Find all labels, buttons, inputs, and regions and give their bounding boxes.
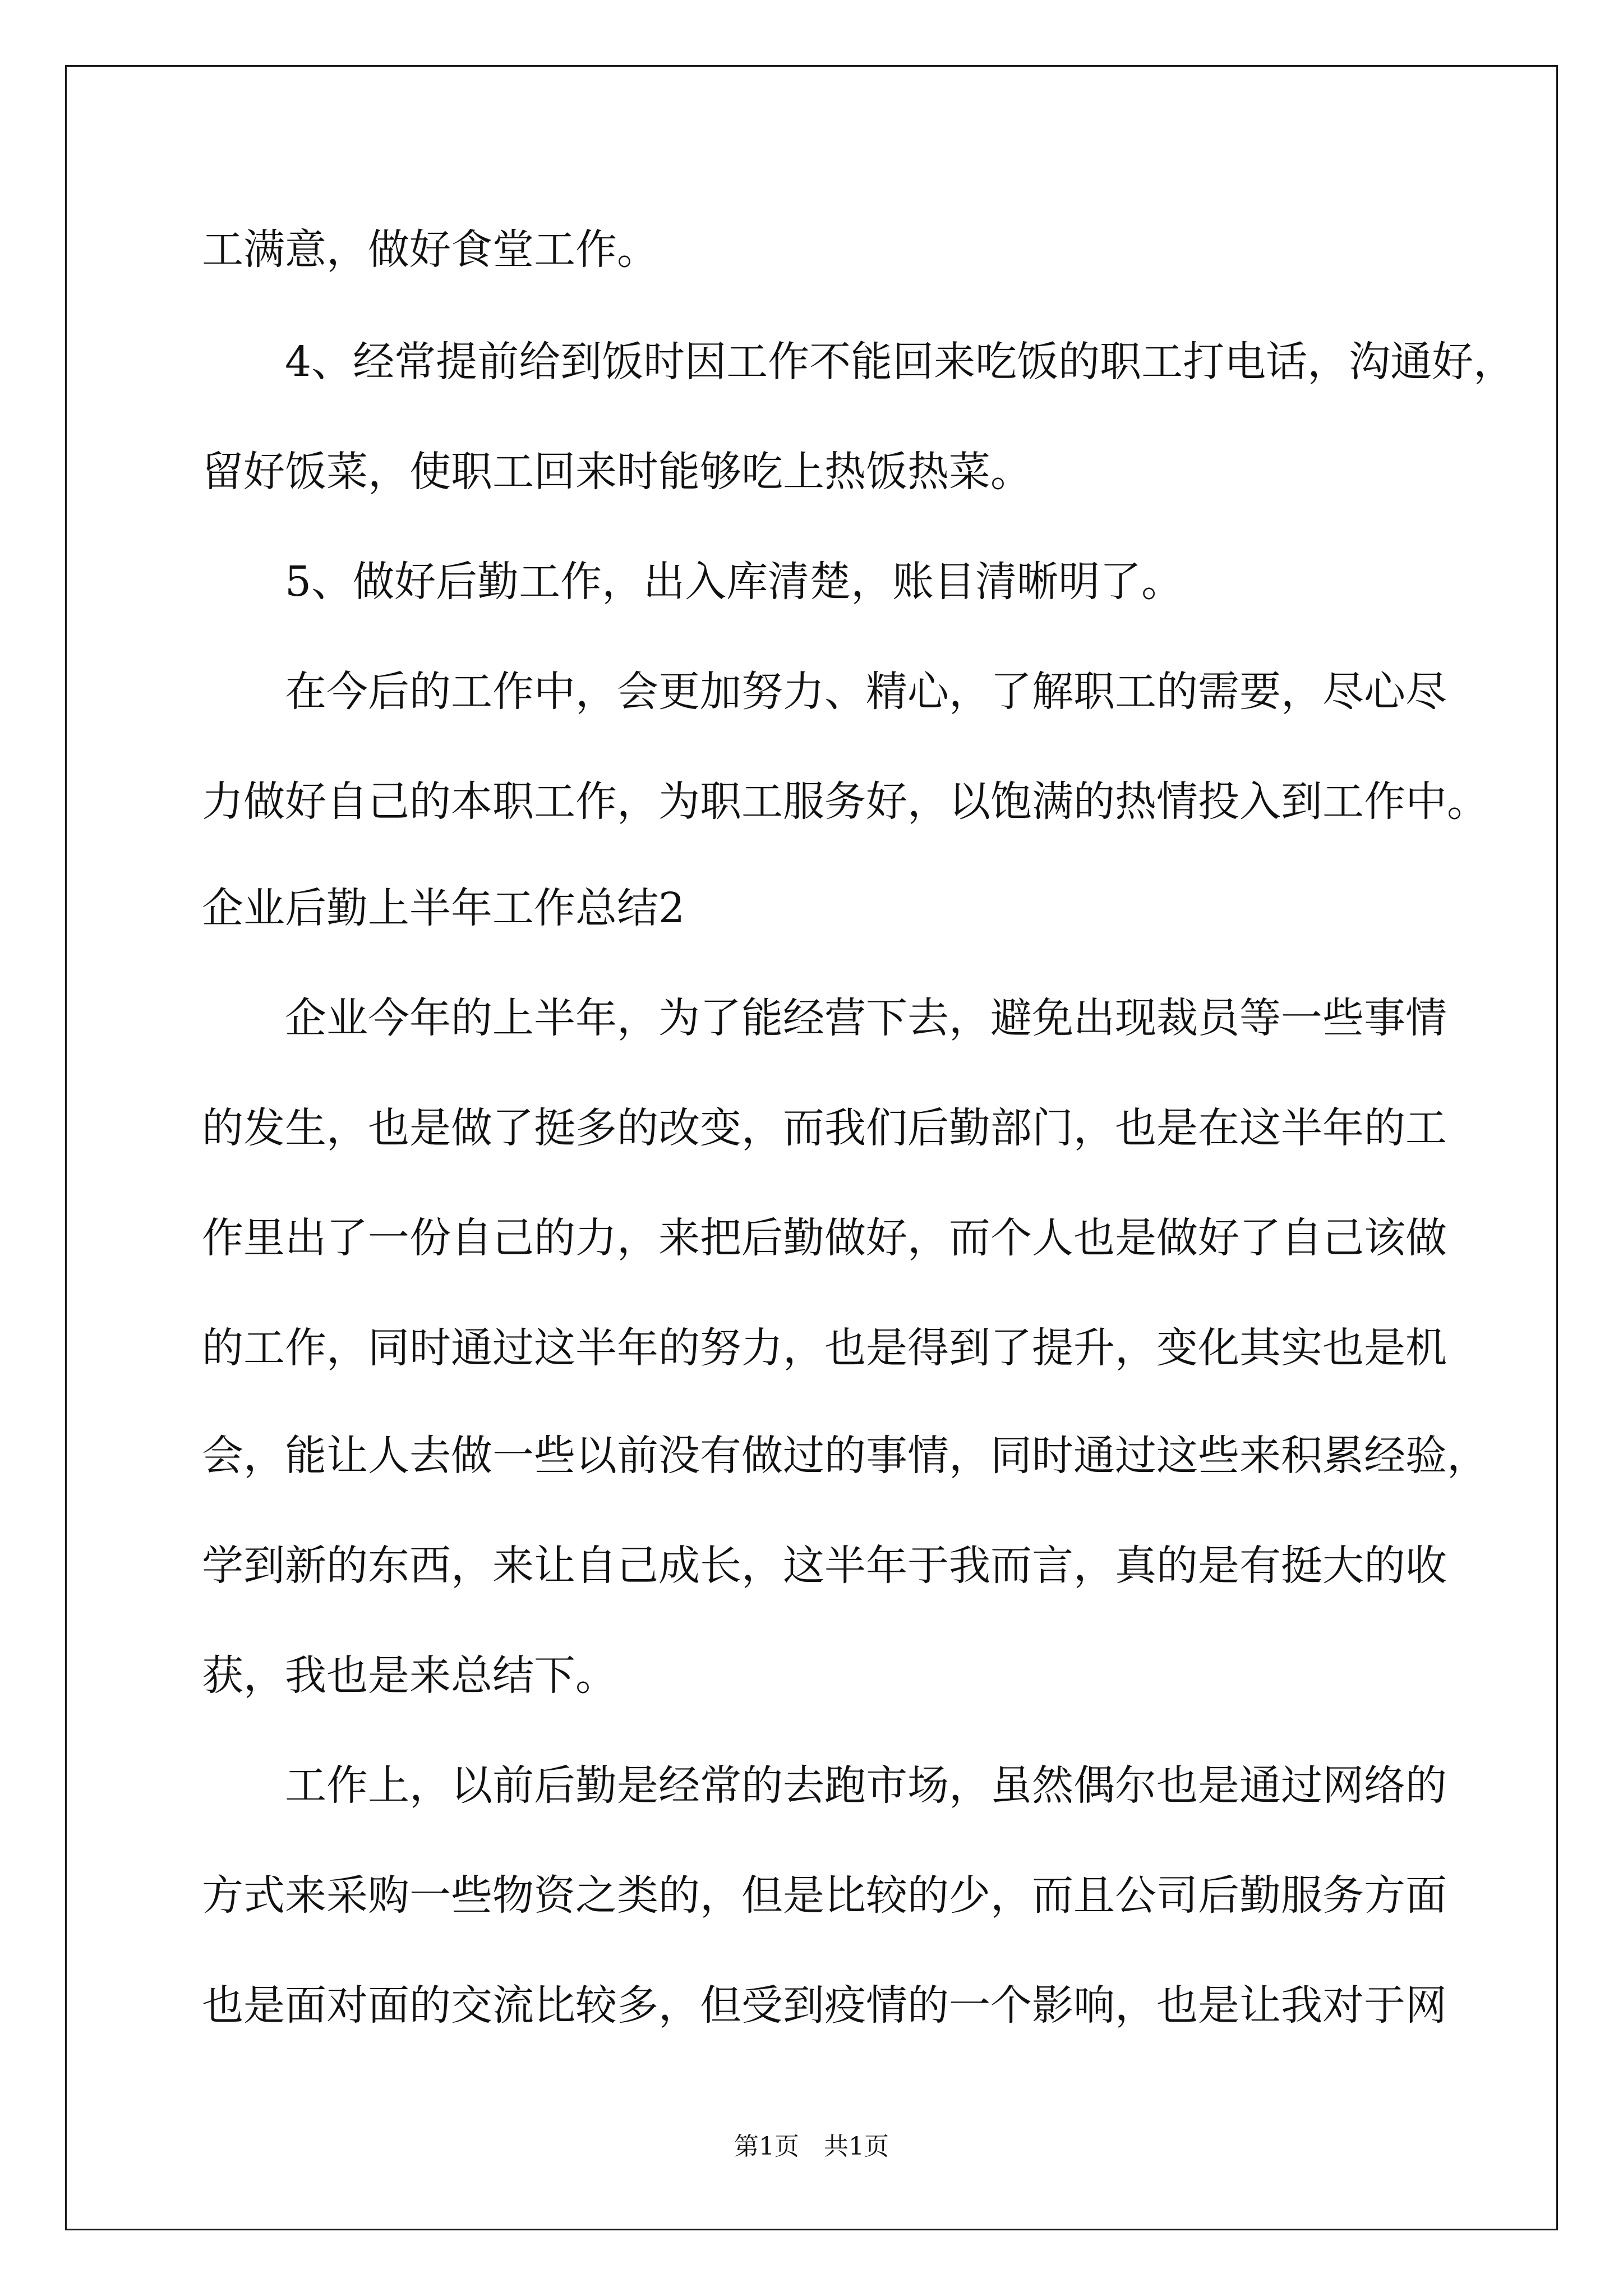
- text-line-2: 4、经常提前给到饭时因工作不能回来吃饭的职工打电话，沟通好，: [285, 338, 1515, 386]
- text-line-13: 学到新的东西，来让自己成长，这半年于我而言，真的是有挺大的收: [202, 1542, 1447, 1590]
- text-line-17: 也是面对面的交流比较多，但受到疫情的一个影响，也是让我对于网: [202, 1981, 1447, 2030]
- text-line-11: 的工作，同时通过这半年的努力，也是得到了提升，变化其实也是机: [202, 1324, 1447, 1372]
- text-line-10: 作里出了一份自己的力，来把后勤做好，而个人也是做好了自己该做: [202, 1214, 1447, 1262]
- section-heading: 企业后勤上半年工作总结2: [202, 884, 685, 932]
- text-line-14: 获，我也是来总结下。: [202, 1651, 617, 1700]
- text-line-12: 会，能让人去做一些以前没有做过的事情，同时通过这些来积累经验，: [202, 1432, 1488, 1480]
- text-line-6: 力做好自己的本职工作，为职工服务好，以饱满的热情投入到工作中。: [202, 777, 1488, 826]
- text-line-4: 5、做好后勤工作，出入库清楚，账目清晰明了。: [285, 558, 1183, 606]
- text-line-5: 在今后的工作中，会更加努力、精心，了解职工的需要，尽心尽: [285, 668, 1447, 716]
- page-footer: 第1页 共1页: [734, 2132, 889, 2161]
- text-line-3: 留好饭菜，使职工回来时能够吃上热饭热菜。: [202, 448, 1032, 496]
- text-line-9: 的发生，也是做了挺多的改变，而我们后勤部门，也是在这半年的工: [202, 1104, 1447, 1152]
- text-line-8: 企业今年的上半年，为了能经营下去，避免出现裁员等一些事情: [285, 994, 1447, 1042]
- text-line-1: 工满意，做好食堂工作。: [202, 226, 658, 274]
- text-line-15: 工作上，以前后勤是经常的去跑市场，虽然偶尔也是通过网络的: [285, 1761, 1447, 1810]
- text-line-16: 方式来采购一些物资之类的，但是比较的少，而且公司后勤服务方面: [202, 1871, 1447, 1920]
